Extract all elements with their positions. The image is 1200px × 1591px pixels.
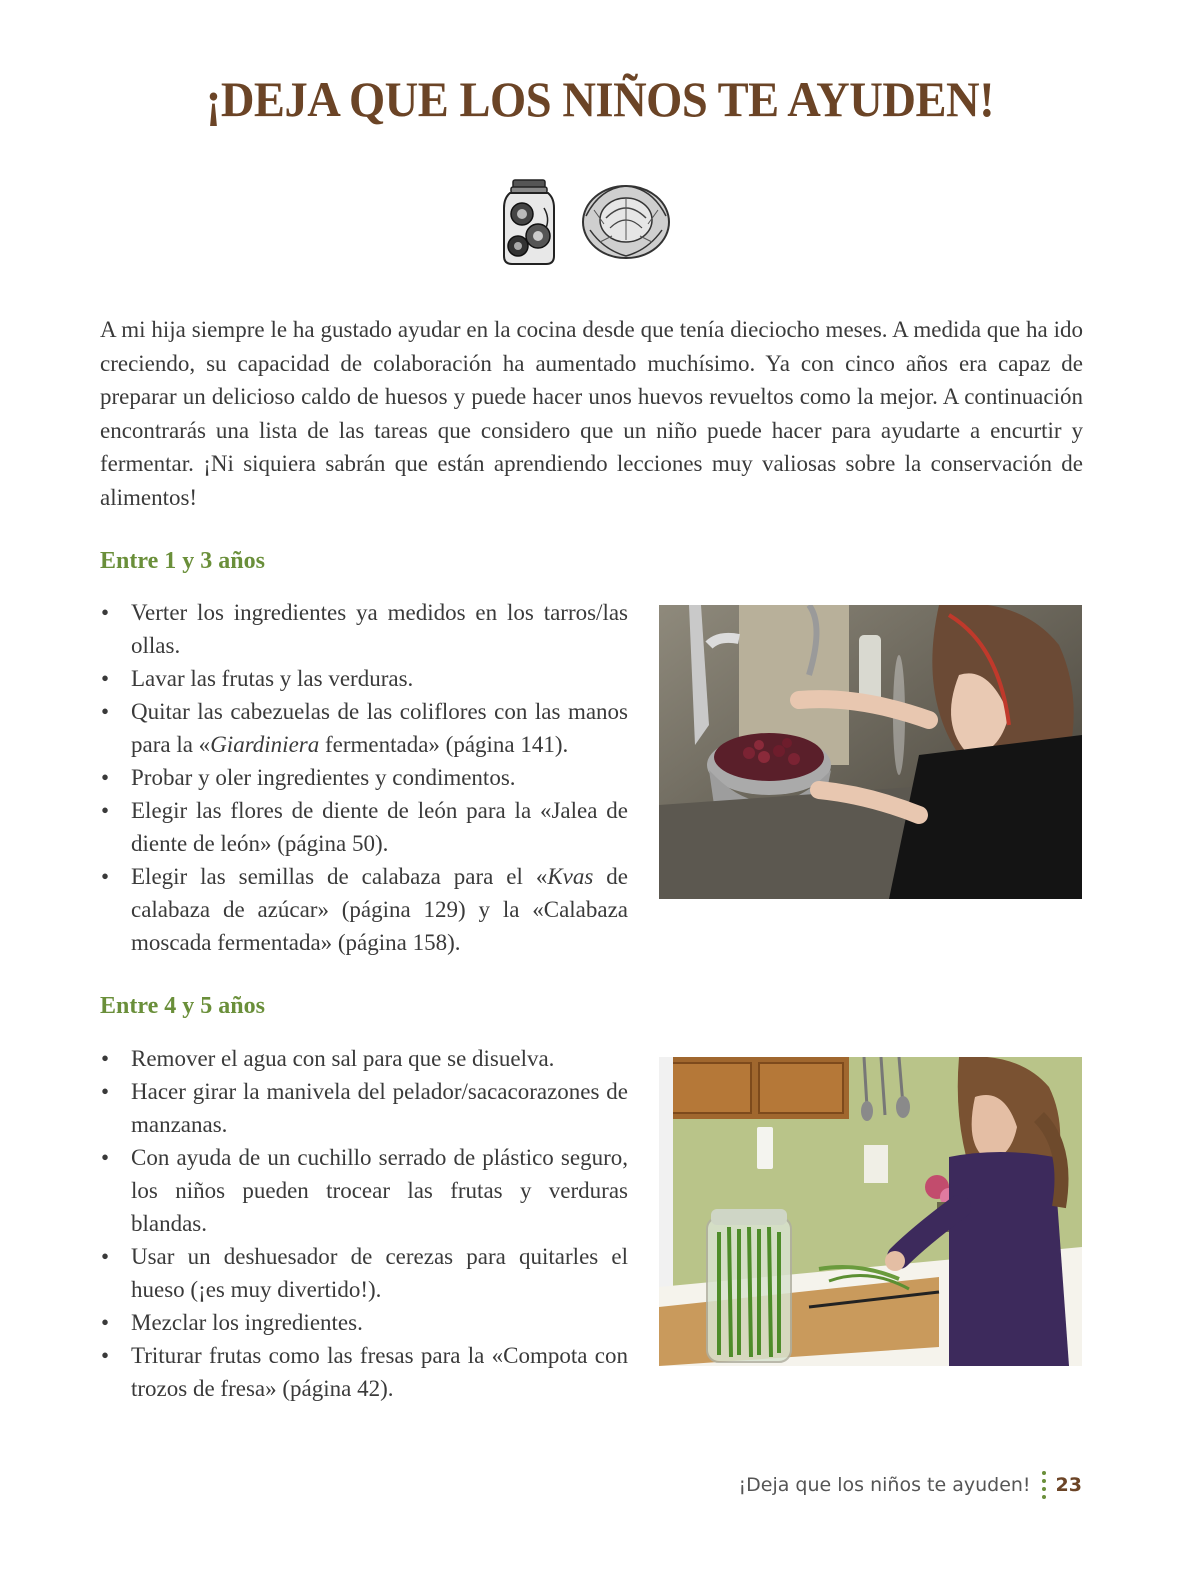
page-footer bbox=[739, 1470, 1082, 1500]
list-item: • Elegir las flores de diente de león para la «Jalea de diente de león» (página 50). bbox=[100, 794, 628, 860]
photo-cutting-beans bbox=[659, 1057, 1082, 1366]
running-title: ¡Deja que los niños te ayuden! bbox=[738, 1474, 1031, 1496]
list-item: • Usar un deshuesador de cerezas para quitarles el hueso (¡es muy divertido!). bbox=[100, 1240, 628, 1306]
jar-icon bbox=[500, 178, 558, 266]
list-item: • Elegir las semillas de calabaza para el «Kvas de calabaza de azúcar» (página 129) y la «Calabaza moscada fermentada» (página 158). bbox=[100, 860, 628, 959]
bullet-list-1-3 bbox=[100, 596, 628, 959]
page-number: 23 bbox=[1055, 1474, 1082, 1496]
footer-separator-dots bbox=[1042, 1471, 1046, 1499]
list-item: • Verter los ingredientes ya medidos en los tarros/las ollas. bbox=[100, 596, 628, 662]
decorative-icons bbox=[500, 176, 680, 268]
list-item: • Mezclar los ingredientes. bbox=[100, 1306, 628, 1339]
list-item: • Hacer girar la manivela del pelador/sacacorazones de manzanas. bbox=[100, 1075, 628, 1141]
list-item: • Lavar las frutas y las verduras. bbox=[100, 662, 628, 695]
section-heading-4-5: Entre 4 y 5 años bbox=[100, 993, 265, 1019]
intro-paragraph: A mi hija siempre le ha gustado ayudar en la cocina desde que tenía dieciocho meses. A medida que ha ido creciendo, su capacidad de colaboración ha aumentado muchísimo. Ya con cinco años era capaz de preparar un delicioso caldo de huesos y puede hacer unos huevos revueltos como la mejor. A continuación encontrarás una lista de las tareas que considero que un niño puede hacer para ayudarte a encurtir y fermentar. ¡Ni siquiera sabrán que están aprendiendo lecciones muy valiosas sobre la conservación de alimentos! bbox=[100, 317, 1083, 510]
list-item: • Con ayuda de un cuchillo serrado de plástico seguro, los niños pueden trocear las frutas y verduras blandas. bbox=[100, 1141, 628, 1240]
cabbage-icon bbox=[580, 180, 672, 262]
list-item: • Remover el agua con sal para que se disuelva. bbox=[100, 1042, 628, 1075]
photo-washing-berries bbox=[659, 605, 1082, 899]
list-item: • Probar y oler ingredientes y condimentos. bbox=[100, 761, 628, 794]
list-item: • Triturar frutas como las fresas para la «Compota con trozos de fresa» (página 42). bbox=[100, 1339, 628, 1405]
section-heading-1-3: Entre 1 y 3 años bbox=[100, 548, 265, 574]
list-item: • Quitar las cabezuelas de las coliflores con las manos para la «Giardiniera fermentada» (página 141). bbox=[100, 695, 628, 761]
page-title: ¡DEJA QUE LOS NIÑOS TE AYUDEN! bbox=[205, 71, 995, 127]
bullet-list-4-5 bbox=[100, 1042, 628, 1405]
